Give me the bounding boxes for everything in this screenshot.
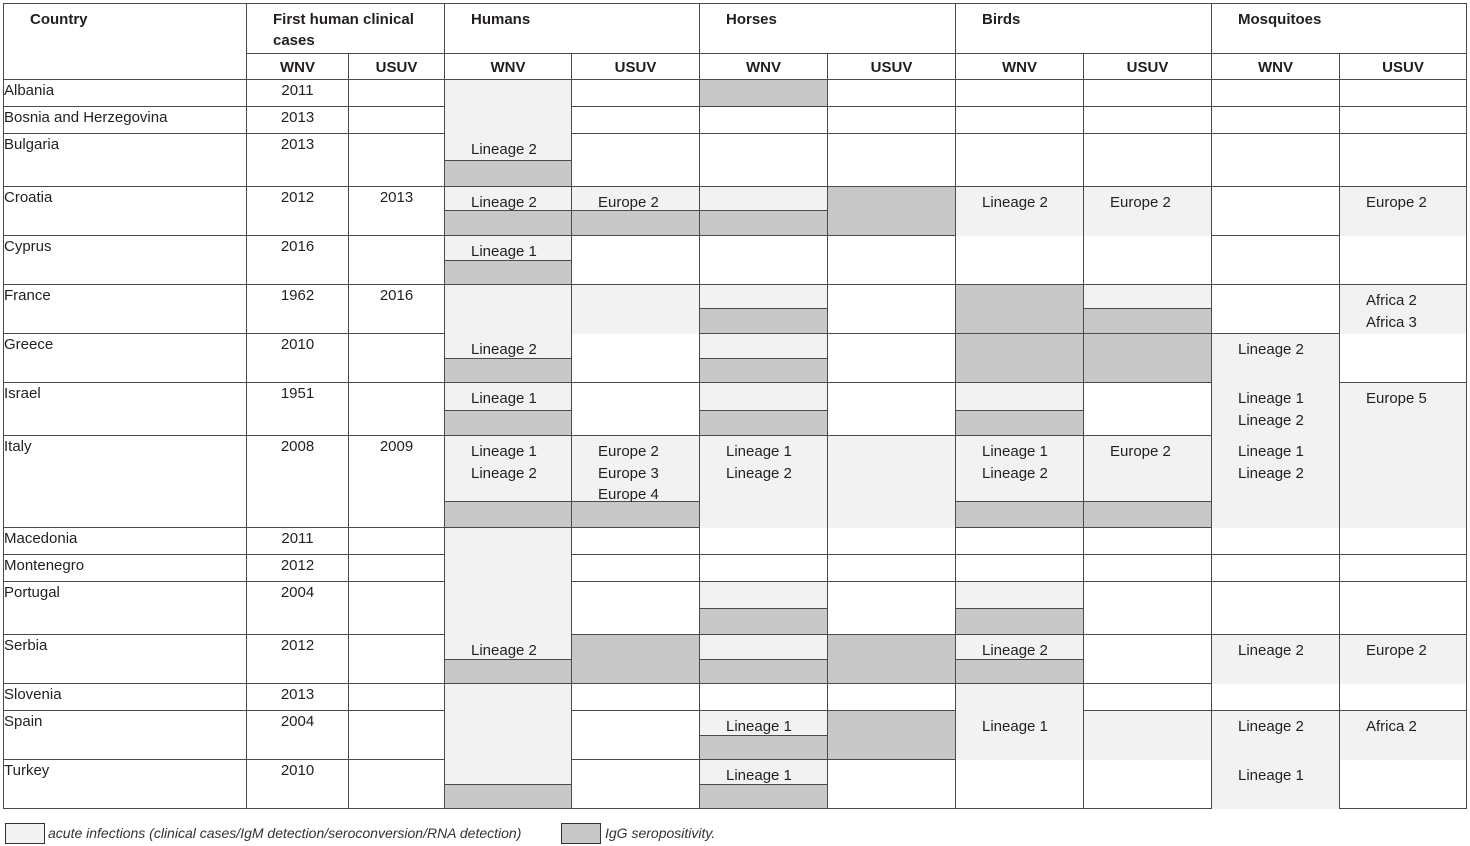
first-case-wnv-cell: 2012 — [247, 187, 349, 236]
country-cell: Turkey — [4, 760, 247, 809]
first-case-wnv-cell: 2004 — [247, 582, 349, 635]
lineage-text: Europe 2 — [598, 194, 659, 211]
igg-legend-label: IgG seropositivity. — [605, 825, 716, 841]
first-case-wnv-cell: 1962 — [247, 285, 349, 334]
subheader-wnv: WNV — [1212, 54, 1340, 80]
mosquitoes-header: Mosquitoes — [1212, 4, 1467, 54]
detection-cell — [828, 555, 956, 582]
igg-seropositivity-fill — [700, 784, 827, 808]
detection-cell — [1084, 236, 1212, 285]
first-case-usuv-cell — [349, 80, 445, 107]
detection-cell — [572, 285, 700, 334]
detection-cell — [700, 684, 828, 711]
detection-cell — [572, 635, 700, 684]
first-case-usuv-cell — [349, 334, 445, 383]
subheader-usuv: USUV — [828, 54, 956, 80]
detection-cell — [1212, 107, 1340, 134]
detection-cell — [1212, 80, 1340, 107]
lineage-text: Lineage 2 — [471, 194, 537, 211]
detection-cell — [1212, 635, 1340, 684]
detection-cell — [445, 711, 572, 760]
acute-infection-fill — [445, 582, 571, 635]
detection-cell — [700, 187, 828, 236]
lineage-text: Europe 2 — [1110, 194, 1171, 211]
lineage-text: Lineage 1 — [1238, 767, 1304, 784]
detection-cell — [1212, 684, 1340, 711]
country-cell: Bosnia and Herzegovina — [4, 107, 247, 134]
acute-infection-fill — [828, 436, 955, 528]
detection-cell — [1084, 528, 1212, 555]
detection-cell — [572, 711, 700, 760]
birds-header: Birds — [956, 4, 1212, 54]
lineage-text: Lineage 1 Lineage 2 — [726, 443, 792, 482]
first-case-wnv-cell: 2011 — [247, 80, 349, 107]
acute-infection-fill — [445, 107, 571, 134]
lineage-text: Europe 2 Europe 3 Europe 4 — [598, 443, 659, 503]
detection-cell — [572, 555, 700, 582]
detection-cell — [445, 635, 572, 684]
detection-cell — [1340, 582, 1467, 635]
acute-infection-fill — [1084, 711, 1211, 760]
lineage-text: Lineage 2 — [982, 194, 1048, 211]
detection-cell — [572, 236, 700, 285]
acute-infection-fill — [445, 760, 571, 784]
detection-cell — [956, 436, 1084, 528]
detection-cell — [956, 134, 1084, 187]
table-row — [4, 555, 1467, 582]
igg-seropositivity-fill — [445, 784, 571, 808]
detection-cell — [956, 187, 1084, 236]
detection-cell — [1340, 555, 1467, 582]
country-header: Country — [4, 4, 247, 80]
country-cell: Italy — [4, 436, 247, 528]
detection-cell — [445, 107, 572, 134]
detection-cell — [1212, 582, 1340, 635]
table-row — [4, 635, 1467, 684]
subheader-wnv: WNV — [700, 54, 828, 80]
country-cell: Greece — [4, 334, 247, 383]
table-row — [4, 760, 1467, 809]
first-case-usuv-cell — [349, 635, 445, 684]
first-case-wnv-cell: 2013 — [247, 134, 349, 187]
table-row — [4, 383, 1467, 436]
igg-seropositivity-fill — [445, 659, 571, 683]
detection-cell — [700, 711, 828, 760]
detection-cell — [956, 80, 1084, 107]
detection-cell — [445, 80, 572, 107]
detection-cell — [700, 436, 828, 528]
first-case-usuv-cell — [349, 582, 445, 635]
acute-infection-fill — [445, 555, 571, 582]
igg-seropositivity-fill — [1084, 501, 1211, 527]
igg-seropositivity-fill — [700, 210, 827, 235]
detection-cell — [1084, 334, 1212, 383]
lineage-text: Lineage 1 Lineage 2 — [982, 443, 1048, 482]
first-case-usuv-cell: 2009 — [349, 436, 445, 528]
detection-cell — [445, 436, 572, 528]
humans-header: Humans — [445, 4, 700, 54]
country-cell: Serbia — [4, 635, 247, 684]
detection-cell — [572, 187, 700, 236]
country-cell: Albania — [4, 80, 247, 107]
detection-cell — [572, 383, 700, 436]
acute-infection-fill — [700, 187, 827, 210]
subheader-usuv: USUV — [349, 54, 445, 80]
detection-cell — [828, 187, 956, 236]
igg-swatch — [561, 823, 601, 844]
acute-infection-fill — [700, 334, 827, 358]
detection-cell — [956, 555, 1084, 582]
lineage-text: Europe 2 — [1366, 642, 1427, 659]
detection-cell — [956, 107, 1084, 134]
lineage-text: Africa 2 — [1366, 718, 1417, 735]
igg-seropositivity-fill — [956, 501, 1083, 527]
detection-cell — [1212, 285, 1340, 334]
legend — [0, 823, 1470, 845]
detection-cell — [828, 528, 956, 555]
acute-infection-fill — [700, 582, 827, 608]
first-case-wnv-cell: 2012 — [247, 635, 349, 684]
detection-cell — [1340, 383, 1467, 436]
first-case-usuv-cell — [349, 760, 445, 809]
detection-cell — [572, 134, 700, 187]
header-row — [4, 4, 1467, 54]
first-cases-header: First human clinical cases — [247, 4, 445, 54]
igg-seropositivity-fill — [445, 260, 571, 284]
horses-header: Horses — [700, 4, 956, 54]
detection-cell — [1340, 187, 1467, 236]
acute-infection-fill — [445, 684, 571, 711]
subheader-usuv: USUV — [1340, 54, 1467, 80]
detection-cell — [956, 635, 1084, 684]
detection-cell — [828, 582, 956, 635]
igg-seropositivity-fill — [956, 659, 1083, 683]
detection-cell — [1340, 528, 1467, 555]
detection-cell — [956, 711, 1084, 760]
igg-seropositivity-fill — [445, 410, 571, 435]
detection-cell — [572, 107, 700, 134]
detection-cell — [1212, 236, 1340, 285]
detection-cell — [1340, 760, 1467, 809]
detection-cell — [828, 760, 956, 809]
igg-seropositivity-fill — [956, 334, 1083, 382]
acute-swatch — [5, 823, 45, 844]
detection-cell — [445, 555, 572, 582]
subheader-wnv: WNV — [956, 54, 1084, 80]
table-row — [4, 236, 1467, 285]
igg-seropositivity-fill — [700, 358, 827, 382]
country-cell: Slovenia — [4, 684, 247, 711]
detection-cell — [1340, 334, 1467, 383]
table-row — [4, 436, 1467, 528]
detection-cell — [1340, 684, 1467, 711]
igg-seropositivity-fill — [828, 187, 955, 235]
detection-cell — [572, 528, 700, 555]
detection-cell — [1084, 760, 1212, 809]
detection-cell — [700, 383, 828, 436]
lineage-text: Lineage 1 — [982, 718, 1048, 735]
first-case-usuv-cell — [349, 528, 445, 555]
detection-cell — [572, 760, 700, 809]
igg-seropositivity-fill — [700, 80, 827, 106]
acute-infection-fill — [445, 285, 571, 334]
first-case-usuv-cell — [349, 555, 445, 582]
table-row — [4, 134, 1467, 187]
acute-infection-fill — [572, 285, 699, 334]
detection-cell — [445, 187, 572, 236]
detection-cell — [445, 236, 572, 285]
detection-cell — [1340, 436, 1467, 528]
lineage-text: Lineage 2 — [471, 141, 537, 158]
detection-cell — [956, 528, 1084, 555]
detection-cell — [1212, 334, 1340, 383]
detection-cell — [1212, 134, 1340, 187]
subheader-wnv: WNV — [445, 54, 572, 80]
igg-seropositivity-fill — [700, 410, 827, 435]
detection-cell — [445, 582, 572, 635]
detection-cell — [828, 383, 956, 436]
lineage-text: Lineage 1 Lineage 2 — [1238, 390, 1304, 429]
igg-seropositivity-fill — [956, 285, 1083, 333]
country-cell: Portugal — [4, 582, 247, 635]
country-cell: Bulgaria — [4, 134, 247, 187]
first-case-usuv-cell — [349, 383, 445, 436]
table-row — [4, 582, 1467, 635]
first-case-wnv-cell: 2016 — [247, 236, 349, 285]
detection-cell — [1212, 187, 1340, 236]
first-case-wnv-cell: 2012 — [247, 555, 349, 582]
detection-cell — [956, 383, 1084, 436]
igg-seropositivity-fill — [1084, 334, 1211, 382]
detection-cell — [1340, 80, 1467, 107]
detection-cell — [1340, 107, 1467, 134]
subheader-wnv: WNV — [247, 54, 349, 80]
detection-cell — [956, 684, 1084, 711]
detection-cell — [828, 107, 956, 134]
acute-infection-fill — [700, 635, 827, 659]
igg-seropositivity-fill — [445, 501, 571, 527]
detection-cell — [1340, 711, 1467, 760]
igg-seropositivity-fill — [1084, 308, 1211, 333]
detection-cell — [445, 134, 572, 187]
detection-cell — [572, 80, 700, 107]
igg-seropositivity-fill — [700, 659, 827, 683]
lineage-text: Lineage 1 Lineage 2 — [471, 443, 537, 482]
detection-cell — [700, 582, 828, 635]
detection-cell — [445, 760, 572, 809]
detection-cell — [700, 107, 828, 134]
first-case-usuv-cell: 2013 — [349, 187, 445, 236]
detection-cell — [1084, 80, 1212, 107]
lineage-text: Lineage 2 — [1238, 341, 1304, 358]
acute-infection-fill — [445, 528, 571, 555]
detection-cell — [956, 760, 1084, 809]
igg-seropositivity-fill — [828, 711, 955, 759]
detection-cell — [1084, 635, 1212, 684]
detection-cell — [1084, 711, 1212, 760]
lineage-text: Lineage 1 — [471, 390, 537, 407]
country-cell: Spain — [4, 711, 247, 760]
detection-cell — [1212, 436, 1340, 528]
country-cell: Israel — [4, 383, 247, 436]
detection-cell — [700, 285, 828, 334]
detection-cell — [445, 285, 572, 334]
first-case-usuv-cell — [349, 684, 445, 711]
country-cell: Macedonia — [4, 528, 247, 555]
detection-cell — [956, 236, 1084, 285]
first-case-wnv-cell: 2013 — [247, 684, 349, 711]
detection-cell — [700, 635, 828, 684]
igg-seropositivity-fill — [700, 608, 827, 634]
first-case-wnv-cell: 2013 — [247, 107, 349, 134]
detection-cell — [1084, 582, 1212, 635]
lineage-text: Europe 5 — [1366, 390, 1427, 407]
lineage-text: Africa 2 Africa 3 — [1366, 292, 1417, 331]
first-case-usuv-cell — [349, 107, 445, 134]
detection-cell — [1212, 760, 1340, 809]
detection-cell — [1084, 134, 1212, 187]
detection-cell — [445, 684, 572, 711]
table-row — [4, 107, 1467, 134]
lineage-text: Europe 2 — [1110, 443, 1171, 460]
detection-cell — [700, 555, 828, 582]
igg-seropositivity-fill — [445, 160, 571, 186]
country-cell: Montenegro — [4, 555, 247, 582]
first-case-wnv-cell: 2011 — [247, 528, 349, 555]
detection-cell — [1340, 285, 1467, 334]
detection-cell — [572, 582, 700, 635]
igg-seropositivity-fill — [828, 635, 955, 683]
detection-cell — [956, 285, 1084, 334]
lineage-text: Lineage 1 Lineage 2 — [1238, 443, 1304, 482]
acute-infection-fill — [700, 285, 827, 308]
acute-infection-fill — [1084, 285, 1211, 308]
first-case-usuv-cell — [349, 236, 445, 285]
lineage-text: Lineage 1 — [726, 718, 792, 735]
acute-infection-fill — [445, 711, 571, 760]
detection-cell — [1340, 134, 1467, 187]
detection-cell — [572, 436, 700, 528]
subheader-usuv: USUV — [572, 54, 700, 80]
detection-cell — [572, 334, 700, 383]
detection-cell — [445, 334, 572, 383]
igg-seropositivity-fill — [956, 410, 1083, 435]
detection-cell — [828, 134, 956, 187]
table-row — [4, 528, 1467, 555]
detection-cell — [828, 635, 956, 684]
detection-cell — [828, 80, 956, 107]
first-case-wnv-cell: 1951 — [247, 383, 349, 436]
acute-infection-fill — [956, 684, 1083, 711]
detection-cell — [445, 528, 572, 555]
acute-infection-fill — [1340, 436, 1466, 528]
detection-cell — [828, 711, 956, 760]
igg-seropositivity-fill — [572, 210, 699, 235]
first-case-usuv-cell: 2016 — [349, 285, 445, 334]
detection-cell — [1084, 187, 1212, 236]
lineage-text: Lineage 2 — [1238, 718, 1304, 735]
first-case-wnv-cell: 2010 — [247, 334, 349, 383]
detection-cell — [700, 236, 828, 285]
detection-cell — [956, 582, 1084, 635]
detection-cell — [1340, 236, 1467, 285]
detection-cell — [700, 80, 828, 107]
acute-infection-fill — [956, 383, 1083, 410]
acute-infection-fill — [445, 80, 571, 107]
first-case-wnv-cell: 2004 — [247, 711, 349, 760]
country-cell: Croatia — [4, 187, 247, 236]
lineage-text: Lineage 1 — [471, 243, 537, 260]
acute-infection-fill — [700, 383, 827, 410]
virus-surveillance-table — [3, 3, 1467, 809]
detection-cell — [828, 436, 956, 528]
detection-cell — [1084, 285, 1212, 334]
detection-cell — [700, 134, 828, 187]
detection-cell — [700, 760, 828, 809]
detection-cell — [1212, 555, 1340, 582]
country-cell: Cyprus — [4, 236, 247, 285]
igg-seropositivity-fill — [445, 358, 571, 382]
detection-cell — [1084, 436, 1212, 528]
acute-infection-fill — [956, 582, 1083, 608]
detection-cell — [828, 334, 956, 383]
detection-cell — [1084, 383, 1212, 436]
detection-cell — [828, 236, 956, 285]
lineage-text: Lineage 2 — [471, 642, 537, 659]
detection-cell — [1084, 555, 1212, 582]
table-row — [4, 334, 1467, 383]
detection-cell — [1084, 684, 1212, 711]
detection-cell — [1084, 107, 1212, 134]
detection-cell — [828, 285, 956, 334]
detection-cell — [956, 334, 1084, 383]
table-row — [4, 684, 1467, 711]
detection-cell — [828, 684, 956, 711]
lineage-text: Lineage 2 — [471, 341, 537, 358]
detection-cell — [445, 383, 572, 436]
table-body — [4, 80, 1467, 809]
first-case-usuv-cell — [349, 711, 445, 760]
detection-cell — [700, 528, 828, 555]
detection-cell — [1212, 383, 1340, 436]
acute-legend-label: acute infections (clinical cases/IgM detection/seroconversion/RNA detection) — [48, 825, 522, 841]
igg-seropositivity-fill — [445, 210, 571, 235]
detection-cell — [1212, 711, 1340, 760]
detection-cell — [700, 334, 828, 383]
lineage-text: Lineage 2 — [982, 642, 1048, 659]
lineage-text: Lineage 1 — [726, 767, 792, 784]
table-row — [4, 285, 1467, 334]
detection-cell — [1340, 635, 1467, 684]
country-cell: France — [4, 285, 247, 334]
first-case-wnv-cell: 2010 — [247, 760, 349, 809]
igg-seropositivity-fill — [956, 608, 1083, 634]
detection-cell — [1212, 528, 1340, 555]
detection-cell — [572, 684, 700, 711]
table-row — [4, 711, 1467, 760]
igg-seropositivity-fill — [700, 308, 827, 333]
lineage-text: Europe 2 — [1366, 194, 1427, 211]
lineage-text: Lineage 2 — [1238, 642, 1304, 659]
first-case-usuv-cell — [349, 134, 445, 187]
igg-seropositivity-fill — [700, 735, 827, 759]
table-row — [4, 80, 1467, 107]
table-row — [4, 187, 1467, 236]
subheader-usuv: USUV — [1084, 54, 1212, 80]
first-case-wnv-cell: 2008 — [247, 436, 349, 528]
igg-seropositivity-fill — [572, 635, 699, 683]
